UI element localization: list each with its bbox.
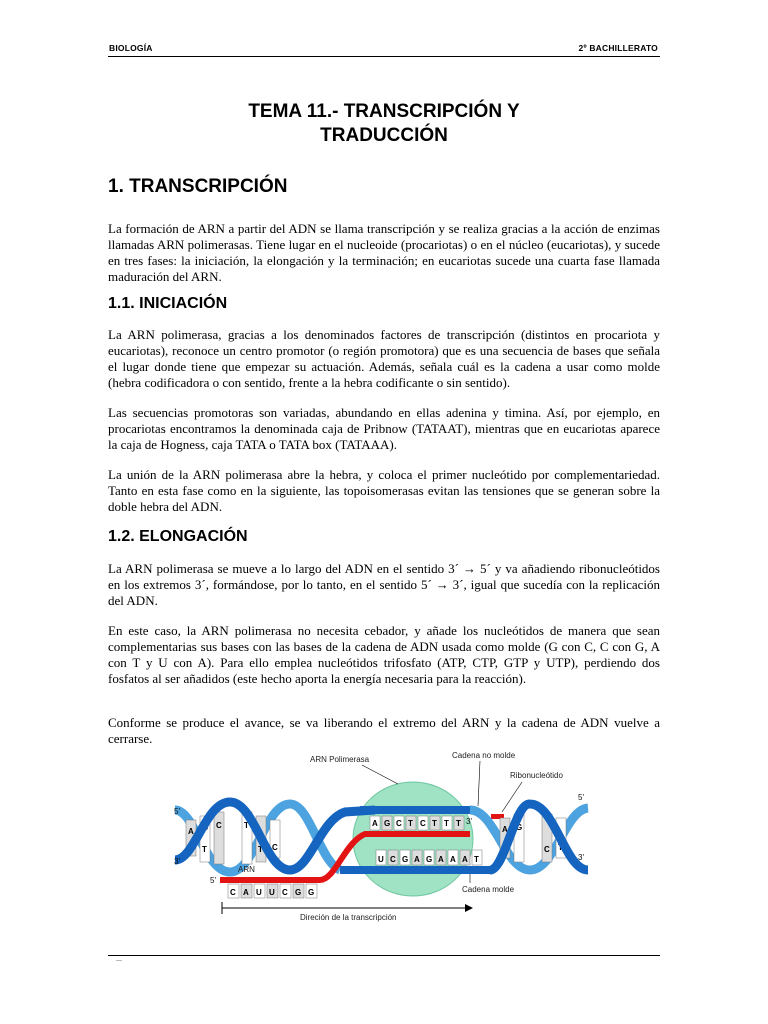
section-heading-transcripcion: 1. TRANSCRIPCIÓN: [108, 176, 288, 197]
iniciacion-paragraph-1: La ARN polimerasa, gracias a los denominados factores de transcripción (distintos en procariota y eucariotas), reconoce un centro promotor (o región promotora) que es una secuencia de bases que señala el lugar donde tiene que empezar su actuación. Además, señala cuál es la cadena a usar como molde (hebra codificadora o con sentido, frente a la hebra codificante o sin sentido).: [108, 327, 660, 390]
rna-base-5: C: [282, 888, 288, 897]
label-cadena-no-molde: Cadena no molde: [452, 751, 516, 760]
bottom-base-6: A: [438, 855, 444, 864]
intro-paragraph: La formación de ARN a partir del ADN se llama transcripción y se realiza gracias a la acción de enzimas llamadas ARN polimerasas. Tiene lugar en el nucleoide (procariotas) o en el núcleo (eucariotas), y sucede en tres fases: la iniciación, la elongación y la terminación; en eucariotas sucede una cuarta fase llamada maduración del ARN.: [108, 221, 660, 284]
left-base-2: G: [202, 823, 209, 832]
rna-base-4: U: [269, 888, 275, 897]
subsection-heading-iniciacion: 1.1. INICIACIÓN: [108, 295, 228, 312]
bottom-base-4: A: [414, 855, 420, 864]
leader-no-molde: [478, 761, 480, 806]
bottom-base-1: U: [378, 855, 384, 864]
transcription-diagram-svg: [170, 742, 590, 928]
transcription-diagram: [170, 742, 590, 928]
top-base-2: G: [384, 819, 391, 828]
left-base-7: T: [258, 845, 263, 854]
label-3-prime-left: 3': [174, 857, 180, 866]
label-direccion: Direción de la transcripción: [300, 913, 397, 922]
footer-mark: [116, 960, 122, 961]
label-arn: ARN: [238, 865, 255, 874]
left-base-8: C: [272, 843, 278, 852]
leader-polimerasa: [362, 765, 398, 784]
right-base-1: A: [502, 825, 508, 834]
title-line-2: TRADUCCIÓN: [320, 125, 448, 146]
bottom-base-3: G: [402, 855, 409, 864]
iniciacion-paragraph-2: Las secuencias promotoras son variadas, abundando en ellas adenina y timina. Así, por ejemplo, en procariotas encontramos la denominada caja de Pribnow (TATAAT), mientras que en eucariotas aparece la caja de Hogness, caja TATA o TATA box (TATAAA).: [108, 405, 660, 452]
top-base-6: T: [432, 819, 437, 828]
running-header: [108, 40, 660, 57]
left-base-6: T: [202, 845, 207, 854]
rna-base-7: G: [308, 888, 315, 897]
label-5-prime-rna: 5': [210, 876, 216, 885]
label-cadena-molde: Cadena molde: [462, 885, 515, 894]
title-line-1: TEMA 11.- TRANSCRIPCIÓN Y: [248, 101, 520, 122]
top-base-4: T: [408, 819, 413, 828]
left-base-3: C: [216, 821, 222, 830]
bottom-base-8: A: [462, 855, 468, 864]
bottom-base-5: G: [426, 855, 433, 864]
rna-base-6: G: [295, 888, 302, 897]
rna-base-1: C: [230, 888, 236, 897]
right-base-2: G: [516, 823, 523, 832]
bottom-base-2: C: [390, 855, 396, 864]
top-base-8: T: [456, 819, 461, 828]
bottom-base-9: T: [474, 855, 479, 864]
left-base-1: A: [188, 827, 194, 836]
label-ribonucleotido: Ribonucleótido: [510, 771, 563, 780]
header-course: 2º BACHILLERATO: [578, 43, 658, 53]
label-5-prime-right: 5': [578, 793, 584, 802]
label-5-prime-left: 5': [174, 807, 180, 816]
elongacion-paragraph-1: La ARN polimerasa se mueve a lo largo del ADN en el sentido 3´ → 5´ y va añadiendo ribonucleótidos en los extremos 3´, formándose, por lo tanto, en el sentido 5´ → 3´, igual que sucedía con la replicación del ADN.: [108, 561, 660, 608]
rna-base-3: U: [256, 888, 262, 897]
label-arn-polimerasa: ARN Polimerasa: [310, 755, 370, 764]
elongacion-paragraph-3: Conforme se produce el avance, se va liberando el extremo del ARN y la cadena de ADN vuelve a cerrarse.: [108, 715, 660, 746]
iniciacion-paragraph-3: La unión de la ARN polimerasa abre la hebra, y coloca el primer nucleótido por complementariedad. Tanto en esta fase como en la siguiente, las topoisomerasas evitan las tensiones que se generan sobre la doble hebra del ADN.: [108, 467, 660, 514]
label-3-prime-rna: 3': [466, 817, 472, 826]
right-base-4: T: [558, 843, 563, 852]
right-base-3: C: [544, 845, 550, 854]
top-base-7: T: [444, 819, 449, 828]
top-base-1: A: [372, 819, 378, 828]
label-3-prime-right: 3': [578, 853, 584, 862]
top-base-5: C: [420, 819, 426, 828]
left-base-4: T: [244, 821, 249, 830]
rna-base-2: A: [243, 888, 249, 897]
elongacion-paragraph-2: En este caso, la ARN polimerasa no necesita cebador, y añade los nucleótidos de manera que sean complementarias sus bases con las bases de la cadena de ADN usada como molde (G con C, C con G, A con T y U con A). Para ello emplea nucleótidos trifosfato (ATP, CTP, GTP y UTP), perdiendo dos fosfatos al ser añadidos (este hecho aporta la energía necesaria para la reacción).: [108, 623, 660, 686]
header-subject: BIOLOGÍA: [109, 43, 153, 53]
footer-rule: [108, 955, 660, 956]
bottom-base-7: A: [450, 855, 456, 864]
rna-polymerase-shape: [353, 782, 473, 896]
top-base-3: C: [396, 819, 402, 828]
document-title: [108, 100, 660, 148]
subsection-heading-elongacion: 1.2. ELONGACIÓN: [108, 528, 248, 545]
left-base-5: A: [188, 843, 194, 852]
